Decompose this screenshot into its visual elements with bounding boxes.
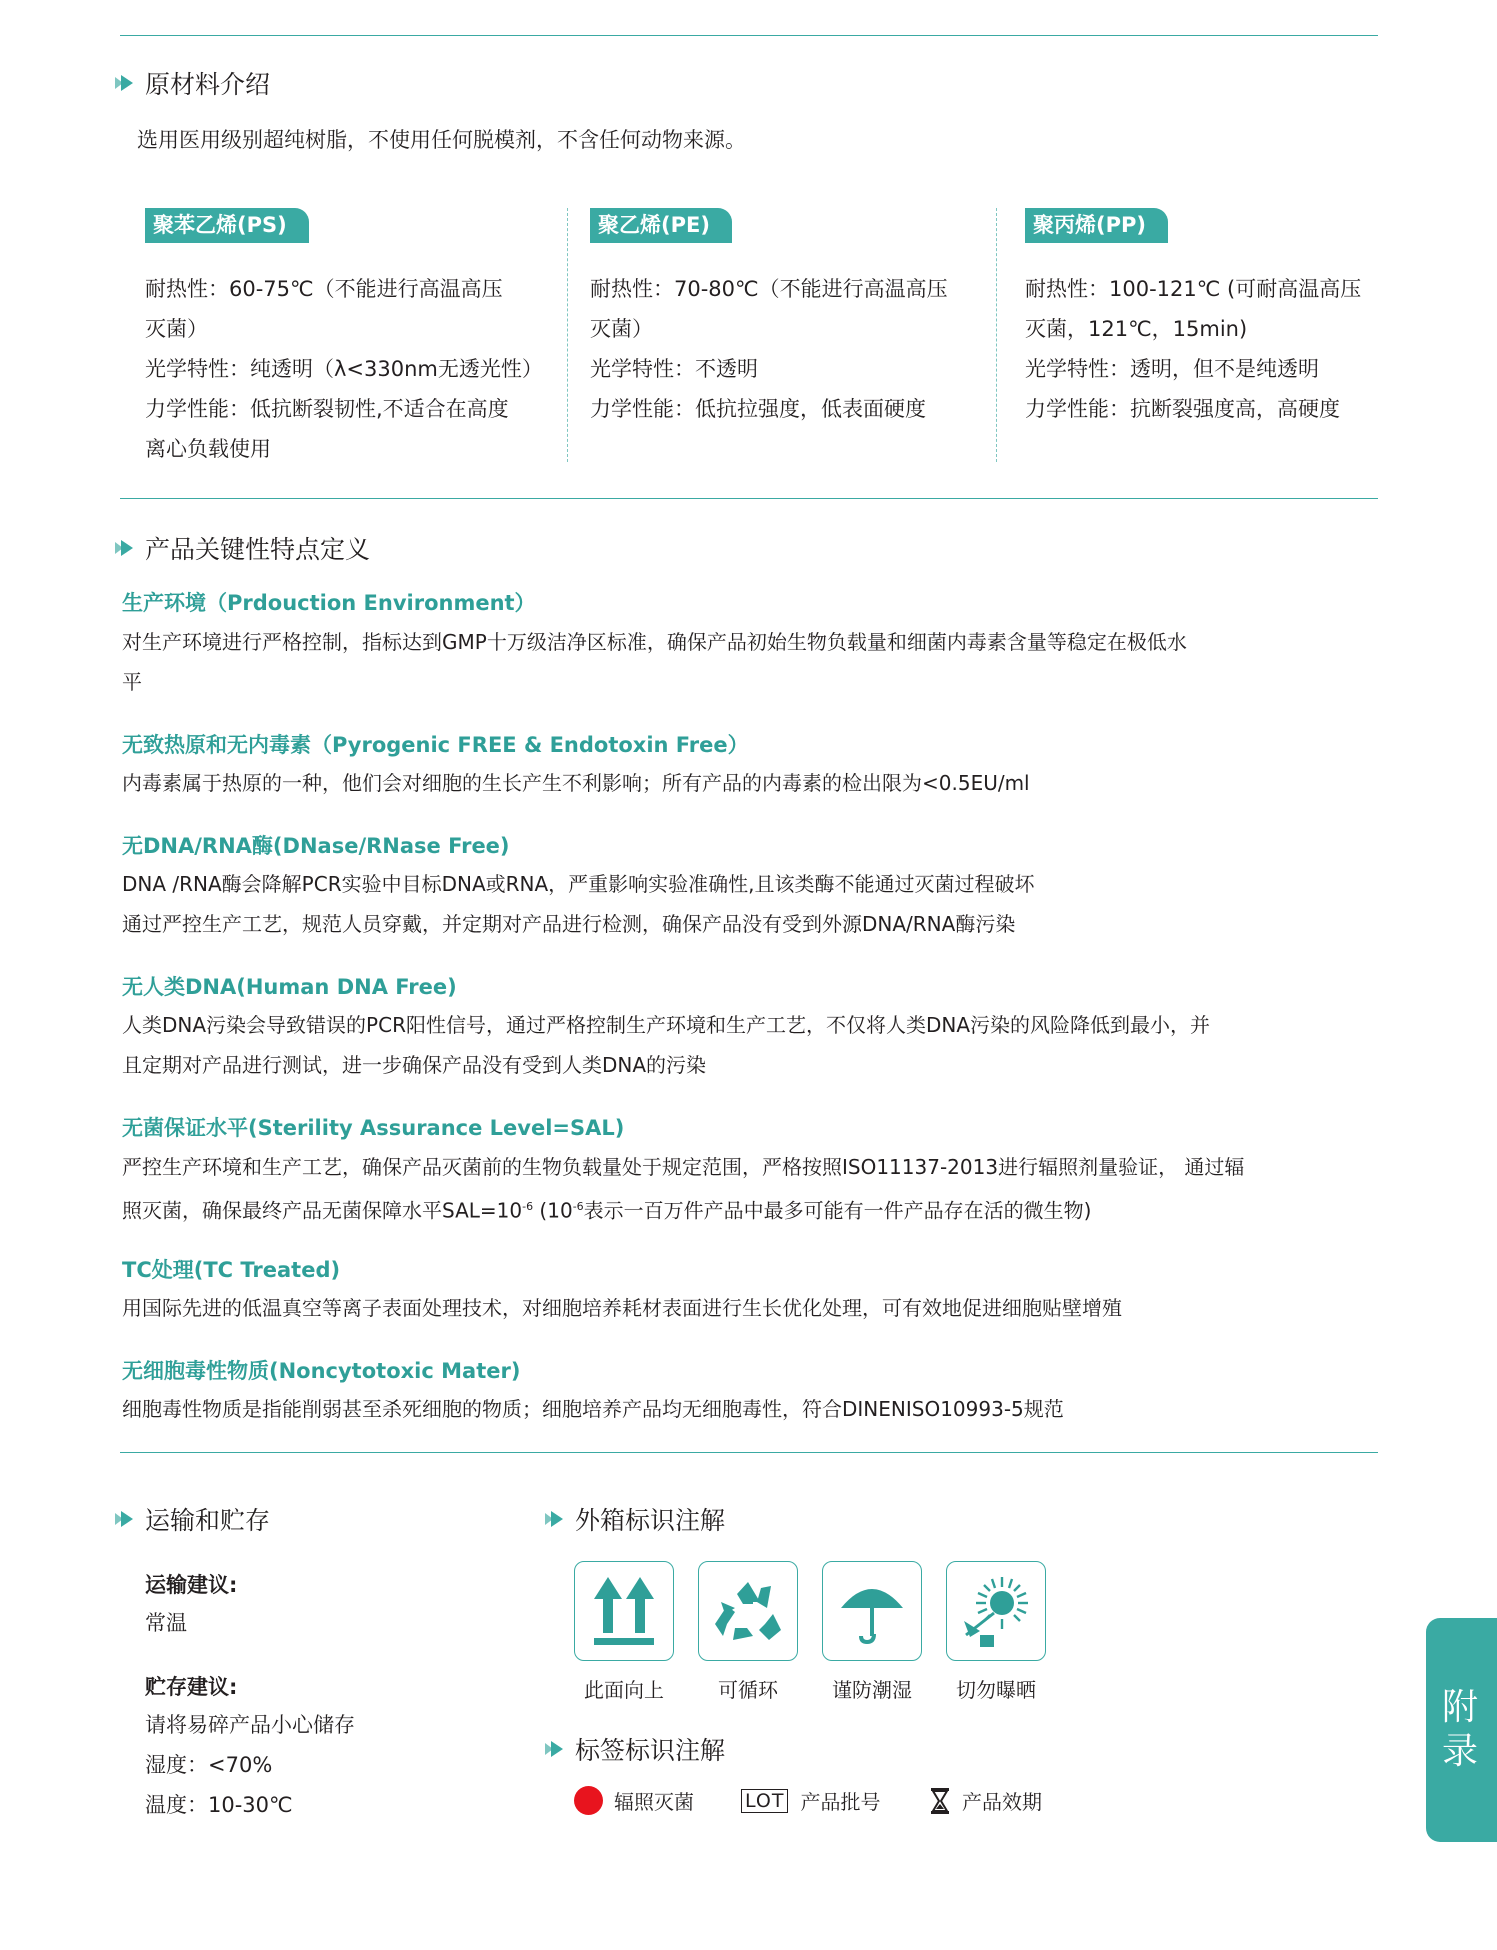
symbol-label: 可循环 — [718, 1678, 778, 1702]
material-line: 光学特性：不透明 — [590, 357, 758, 381]
keep-out-of-sun-symbol — [946, 1561, 1046, 1661]
material-line: 耐热性：70-80℃（不能进行高温高压 — [590, 277, 948, 301]
hourglass-icon — [930, 1787, 950, 1815]
section-heading-features — [115, 530, 370, 566]
material-line: 灭菌，121℃，15min) — [1025, 317, 1248, 341]
transport-value: 常温 — [145, 1611, 187, 1635]
feature-line: 且定期对产品进行测试，进一步确保产品没有受到人类DNA的污染 — [122, 1053, 707, 1077]
material-line: 光学特性：透明，但不是纯透明 — [1025, 357, 1319, 381]
feature-text: 表示一百万件产品中最多可能有一件产品存在活的微生物) — [583, 1198, 1092, 1223]
feature-line: DNA /RNA酶会降解PCR实验中目标DNA或RNA，严重影响实验准确性,且该类酶不能通过灭菌过程破坏 — [122, 872, 1035, 896]
feature-title: 生产环境（Prdouction Environment） — [122, 591, 536, 615]
divider — [120, 35, 1378, 36]
material-pp — [1025, 208, 1430, 429]
legend-lot — [741, 1786, 880, 1815]
feature-title: 无致热原和无内毒素（Pyrogenic FREE & Endotoxin Free） — [122, 733, 749, 757]
legend-irradiation — [574, 1786, 694, 1815]
side-tab-label: 附录 — [1441, 1687, 1478, 1772]
feature-line — [122, 1187, 1352, 1231]
section-heading-storage — [115, 1501, 270, 1537]
section-title: 标签标识注解 — [575, 1736, 726, 1765]
material-line: 耐热性：100-121℃ (可耐高温高压 — [1025, 277, 1362, 301]
legend-label: 产品效期 — [962, 1790, 1042, 1814]
material-line: 光学特性：纯透明（λ<330nm无透光性） — [145, 357, 543, 381]
column-divider — [567, 208, 568, 462]
storage-line: 温度：10-30℃ — [145, 1793, 293, 1817]
play-arrow-icon — [115, 1511, 133, 1527]
section-title: 运输和贮存 — [145, 1506, 271, 1535]
superscript: -6 — [572, 1200, 584, 1213]
play-arrow-icon — [545, 1741, 563, 1757]
material-ps — [145, 208, 550, 469]
feature-title: TC处理(TC Treated) — [122, 1258, 341, 1282]
storage-line: 请将易碎产品小心储存 — [145, 1713, 355, 1737]
feature-text: (10 — [533, 1198, 573, 1223]
storage-label: 贮存建议: — [145, 1675, 238, 1699]
feature-text: 照灭菌，确保最终产品无菌保障水平SAL=10 — [122, 1198, 523, 1223]
play-arrow-icon — [115, 540, 133, 556]
materials-intro: 选用医用级别超纯树脂，不使用任何脱模剂，不含任何动物来源。 — [137, 128, 746, 152]
red-dot-icon — [574, 1786, 603, 1815]
legend-label: 辐照灭菌 — [614, 1790, 694, 1814]
feature-body — [122, 1389, 1352, 1429]
feature-title: 无人类DNA(Human DNA Free) — [122, 975, 457, 999]
material-tag: 聚乙烯(PE) — [590, 208, 732, 243]
symbol-label: 切勿曝晒 — [956, 1678, 1036, 1702]
material-tag: 聚丙烯(PP) — [1025, 208, 1168, 243]
feature-line: 通过严控生产工艺，规范人员穿戴，并定期对产品进行检测，确保产品没有受到外源DNA/RNA酶污染 — [122, 912, 1016, 936]
section-heading-label-marks — [545, 1731, 725, 1767]
feature-body — [122, 1147, 1352, 1231]
feature-line: 严控生产环境和生产工艺，确保产品灭菌前的生物负载量处于规定范围，严格按照ISO11137-2013进行辐照剂量验证， 通过辐 — [122, 1155, 1245, 1179]
feature-title: 无DNA/RNA酶(DNase/RNase Free) — [122, 834, 510, 858]
legend-expiry — [930, 1786, 1042, 1815]
feature-title: 无菌保证水平(Sterility Assurance Level=SAL) — [122, 1116, 625, 1140]
feature-body — [122, 763, 1352, 803]
section-title: 外箱标识注解 — [575, 1506, 726, 1535]
material-line: 灭菌） — [590, 317, 653, 341]
divider — [120, 498, 1378, 499]
section-heading-materials — [115, 65, 270, 101]
transport-label: 运输建议: — [145, 1573, 238, 1597]
sun-icon — [958, 1573, 1034, 1649]
material-line: 力学性能：低抗断裂韧性,不适合在高度 — [145, 397, 509, 421]
divider — [120, 1452, 1378, 1453]
material-line: 力学性能：低抗拉强度，低表面硬度 — [590, 397, 926, 421]
play-arrow-icon — [545, 1511, 563, 1527]
storage-line: 湿度：<70% — [145, 1753, 273, 1777]
feature-line: 用国际先进的低温真空等离子表面处理技术，对细胞培养耗材表面进行生长优化处理，可有效地促进细胞贴壁增殖 — [122, 1296, 1122, 1320]
recycle-icon — [713, 1578, 783, 1644]
feature-line: 内毒素属于热原的一种，他们会对细胞的生长产生不利影响；所有产品的内毒素的检出限为<0.5EU/ml — [122, 771, 1030, 795]
section-title: 原材料介绍 — [145, 70, 271, 99]
play-arrow-icon — [115, 75, 133, 91]
feature-body — [122, 1288, 1352, 1328]
feature-body — [122, 622, 1352, 702]
legend-label: 产品批号 — [800, 1790, 881, 1814]
recycle-symbol — [698, 1561, 798, 1661]
material-line: 耐热性：60-75℃（不能进行高温高压 — [145, 277, 503, 301]
material-line: 灭菌） — [145, 317, 208, 341]
column-divider — [996, 208, 997, 462]
this-way-up-symbol — [574, 1561, 674, 1661]
section-title: 产品关键性特点定义 — [145, 535, 371, 564]
feature-title: 无细胞毒性物质(Noncytotoxic Mater) — [122, 1359, 521, 1383]
feature-body — [122, 864, 1352, 944]
material-tag: 聚苯乙烯(PS) — [145, 208, 309, 243]
feature-line: 细胞毒性物质是指能削弱甚至杀死细胞的物质；细胞培养产品均无细胞毒性，符合DINENISO10993-5规范 — [122, 1397, 1064, 1421]
material-line: 离心负载使用 — [145, 437, 271, 461]
section-heading-box-marks — [545, 1501, 725, 1537]
lot-icon: LOT — [741, 1789, 788, 1813]
appendix-side-tab[interactable] — [1426, 1618, 1497, 1842]
keep-dry-symbol — [822, 1561, 922, 1661]
feature-line: 对生产环境进行严格控制，指标达到GMP十万级洁净区标准，确保产品初始生物负载量和细菌内毒素含量等稳定在极低水 — [122, 630, 1187, 654]
this-way-up-icon — [592, 1575, 656, 1647]
feature-body — [122, 1005, 1352, 1085]
feature-line: 人类DNA污染会导致错误的PCR阳性信号，通过严格控制生产环境和生产工艺，不仅将人类DNA污染的风险降低到最小，并 — [122, 1013, 1211, 1037]
feature-line: 平 — [122, 670, 142, 694]
umbrella-icon — [837, 1576, 907, 1646]
material-line: 力学性能：抗断裂强度高，高硬度 — [1025, 397, 1340, 421]
symbol-label: 谨防潮湿 — [832, 1678, 912, 1702]
superscript: -6 — [522, 1200, 534, 1213]
symbol-label: 此面向上 — [584, 1678, 664, 1702]
storage-values — [145, 1705, 355, 1825]
material-pe — [590, 208, 995, 429]
